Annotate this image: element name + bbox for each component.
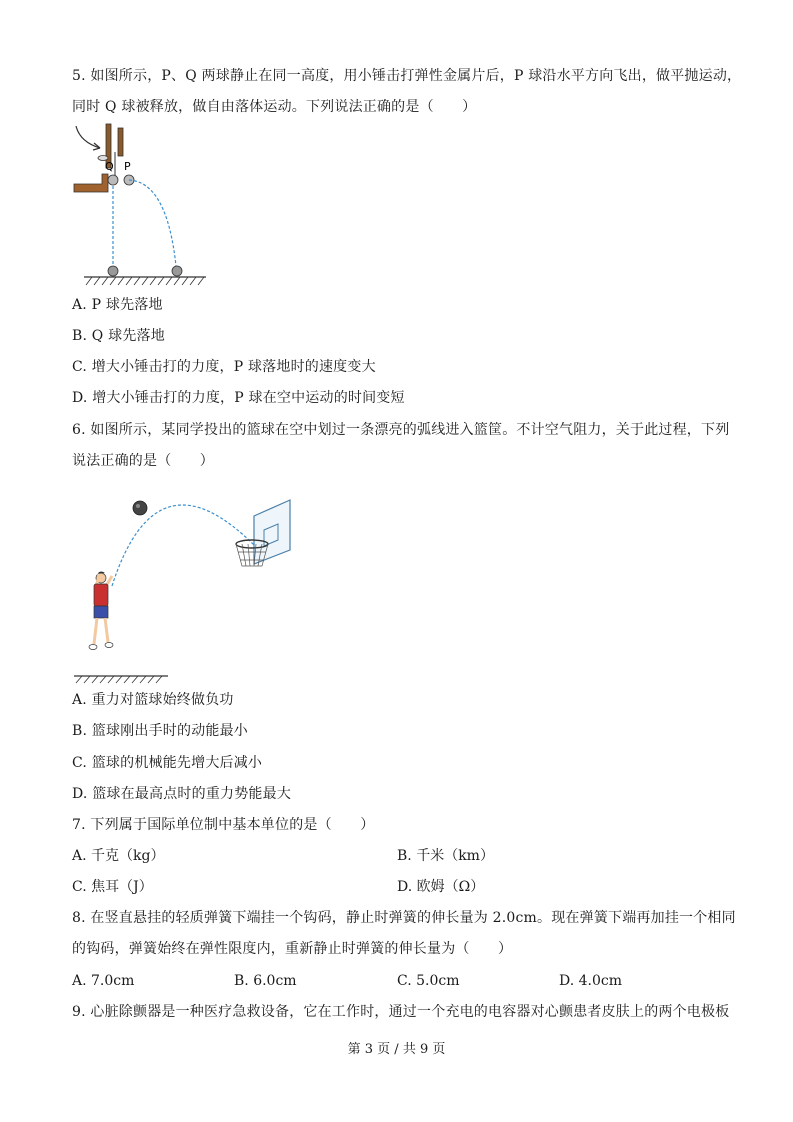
q6-stem-line1: 6. 如图所示，某同学投出的篮球在空中划过一条漂亮的弧线进入篮筐。不计空气阻力，关于此过程，下列 <box>72 422 730 438</box>
q6-fig-player-shorts <box>94 606 108 618</box>
q6-fig-ground-hatch <box>76 676 162 683</box>
q6-fig-player-leg-right <box>105 618 108 642</box>
q6-fig-player-shoe-left <box>89 645 97 650</box>
page-number-footer: 第 3 页 / 共 9 页 <box>347 1042 446 1057</box>
q5-fig-label-q: Q <box>105 160 114 173</box>
q6-fig-player-shoe-right <box>105 643 113 648</box>
q5-option-b: B. Q 球先落地 <box>72 328 165 344</box>
q6-fig-player-jersey <box>94 584 108 606</box>
q8-option-d: D. 4.0cm <box>559 973 623 989</box>
q5-fig-label-p: P <box>124 160 131 173</box>
q6-fig-ball-path <box>112 505 257 586</box>
q5-option-c: C. 增大小锤击打的力度，P 球落地时的速度变大 <box>72 359 376 375</box>
q6-option-a: A. 重力对篮球始终做负功 <box>72 692 234 708</box>
q6-fig-ball-highlight <box>136 504 140 508</box>
q5-fig-stand <box>74 174 108 192</box>
q7-option-a: A. 千克（kg） <box>72 848 165 864</box>
q6-option-c: C. 篮球的机械能先增大后减小 <box>72 755 263 771</box>
q7-option-c: C. 焦耳（J） <box>72 879 153 895</box>
q5-fig-p-path <box>129 180 176 266</box>
q5-fig-ball-q <box>108 175 118 185</box>
q8-option-b: B. 6.0cm <box>234 973 297 989</box>
q8-stem-line1: 8. 在竖直悬挂的轻质弹簧下端挂一个钩码，静止时弹簧的伸长量为 2.0cm。现在弹簧下端再加挂一个相同 <box>72 910 736 926</box>
q5-stem-line1: 5. 如图所示，P、Q 两球静止在同一高度，用小锤击打弹性金属片后，P 球沿水平方向飞出，做平抛运动， <box>72 68 742 84</box>
q5-fig-ground-hatch <box>86 277 204 285</box>
q5-stem-line2: 同时 Q 球被释放，做自由落体运动。下列说法正确的是（ ） <box>72 99 477 115</box>
q6-basketball-figure <box>72 476 302 686</box>
q9-stem-line1: 9. 心脏除颤器是一种医疗急救设备，它在工作时，通过一个充电的电容器对心颤患者皮肤上的两个电极板 <box>72 1004 730 1020</box>
q5-fig-ball-p-landed <box>172 266 182 276</box>
q6-option-d: D. 篮球在最高点时的重力势能最大 <box>72 786 292 802</box>
q5-option-d: D. 增大小锤击打的力度，P 球在空中运动的时间变短 <box>72 390 405 406</box>
q6-fig-basketball <box>133 501 147 515</box>
q5-projectile-figure <box>72 122 212 290</box>
q7-option-d: D. 欧姆（Ω） <box>397 879 485 895</box>
q6-fig-player-hair <box>98 572 105 574</box>
q6-option-b: B. 篮球刚出手时的动能最小 <box>72 723 248 739</box>
q7-stem: 7. 下列属于国际单位制中基本单位的是（ ） <box>72 817 375 833</box>
q6-fig-backboard <box>254 500 290 564</box>
q5-option-a: A. P 球先落地 <box>72 297 163 313</box>
q8-option-a: A. 7.0cm <box>72 973 135 989</box>
q7-option-b: B. 千米（km） <box>397 848 494 864</box>
q5-fig-post <box>118 128 123 156</box>
q8-stem-line2: 的钩码，弹簧始终在弹性限度内，重新静止时弹簧的伸长量为（ ） <box>72 941 513 957</box>
q5-fig-ball-q-landed <box>108 266 118 276</box>
q6-stem-line2: 说法正确的是（ ） <box>72 453 214 469</box>
q6-fig-player-leg-left <box>94 618 97 644</box>
q8-option-c: C. 5.0cm <box>397 973 460 989</box>
